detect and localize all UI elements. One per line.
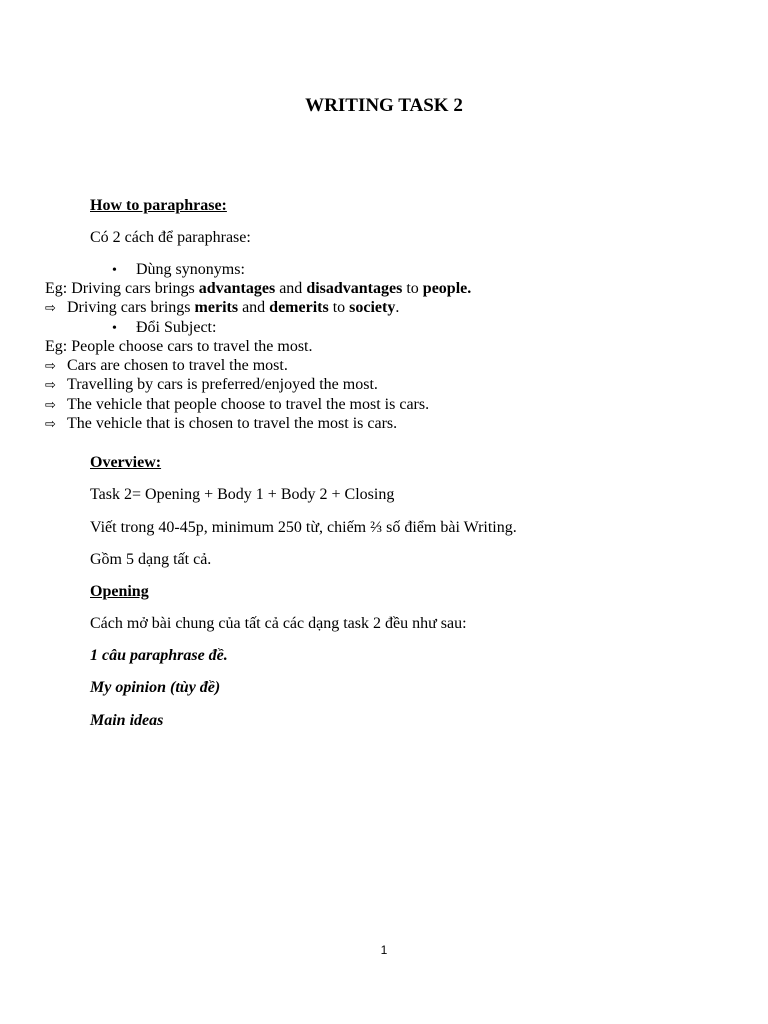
method2-result: ⇨ The vehicle that is chosen to travel the most is cars. [45, 415, 398, 432]
method2-result: ⇨ The vehicle that people choose to travel the most is cars. [45, 396, 430, 413]
overview-structure: Task 2= Opening + Body 1 + Body 2 + Closing [90, 486, 395, 503]
overview-heading: Overview: [90, 454, 162, 471]
method2-label: Đổi Subject: [136, 319, 217, 336]
overview-types: Gồm 5 dạng tất cả. [90, 551, 212, 568]
method1-label: Dùng synonyms: [136, 261, 245, 278]
method2-result: ⇨ Travelling by cars is preferred/enjoyed the most. [45, 376, 378, 393]
document-title: WRITING TASK 2 [305, 95, 463, 116]
paraphrase-heading: How to paraphrase: [90, 197, 227, 214]
bullet-dot-icon: • [112, 263, 117, 278]
bullet-dot-icon: • [112, 321, 117, 336]
overview-time: Viết trong 40-45p, minimum 250 từ, chiếm ⅔ số điểm bài Writing. [90, 519, 517, 536]
opening-intro: Cách mở bài chung của tất cả các dạng task 2 đều như sau: [90, 615, 467, 632]
method1-example: Eg: Driving cars brings advantages and disadvantages to people. [45, 280, 472, 297]
page-number: 1 [380, 943, 388, 957]
paraphrase-intro: Có 2 cách để paraphrase: [90, 229, 251, 246]
opening-heading: Opening [90, 583, 149, 600]
arrow-right-icon: ⇨ [45, 398, 56, 413]
opening-item: Main ideas [90, 712, 164, 729]
arrow-right-icon: ⇨ [45, 378, 56, 393]
method2-result: ⇨ Cars are chosen to travel the most. [45, 357, 288, 374]
opening-item: 1 câu paraphrase đề. [90, 647, 228, 664]
opening-item: My opinion (tùy đề) [90, 679, 221, 696]
method2-example: Eg: People choose cars to travel the most. [45, 338, 313, 355]
arrow-right-icon: ⇨ [45, 359, 56, 374]
method1-result: ⇨ Driving cars brings merits and demerits to society. [45, 299, 400, 316]
arrow-right-icon: ⇨ [45, 417, 56, 432]
arrow-right-icon: ⇨ [45, 301, 56, 316]
